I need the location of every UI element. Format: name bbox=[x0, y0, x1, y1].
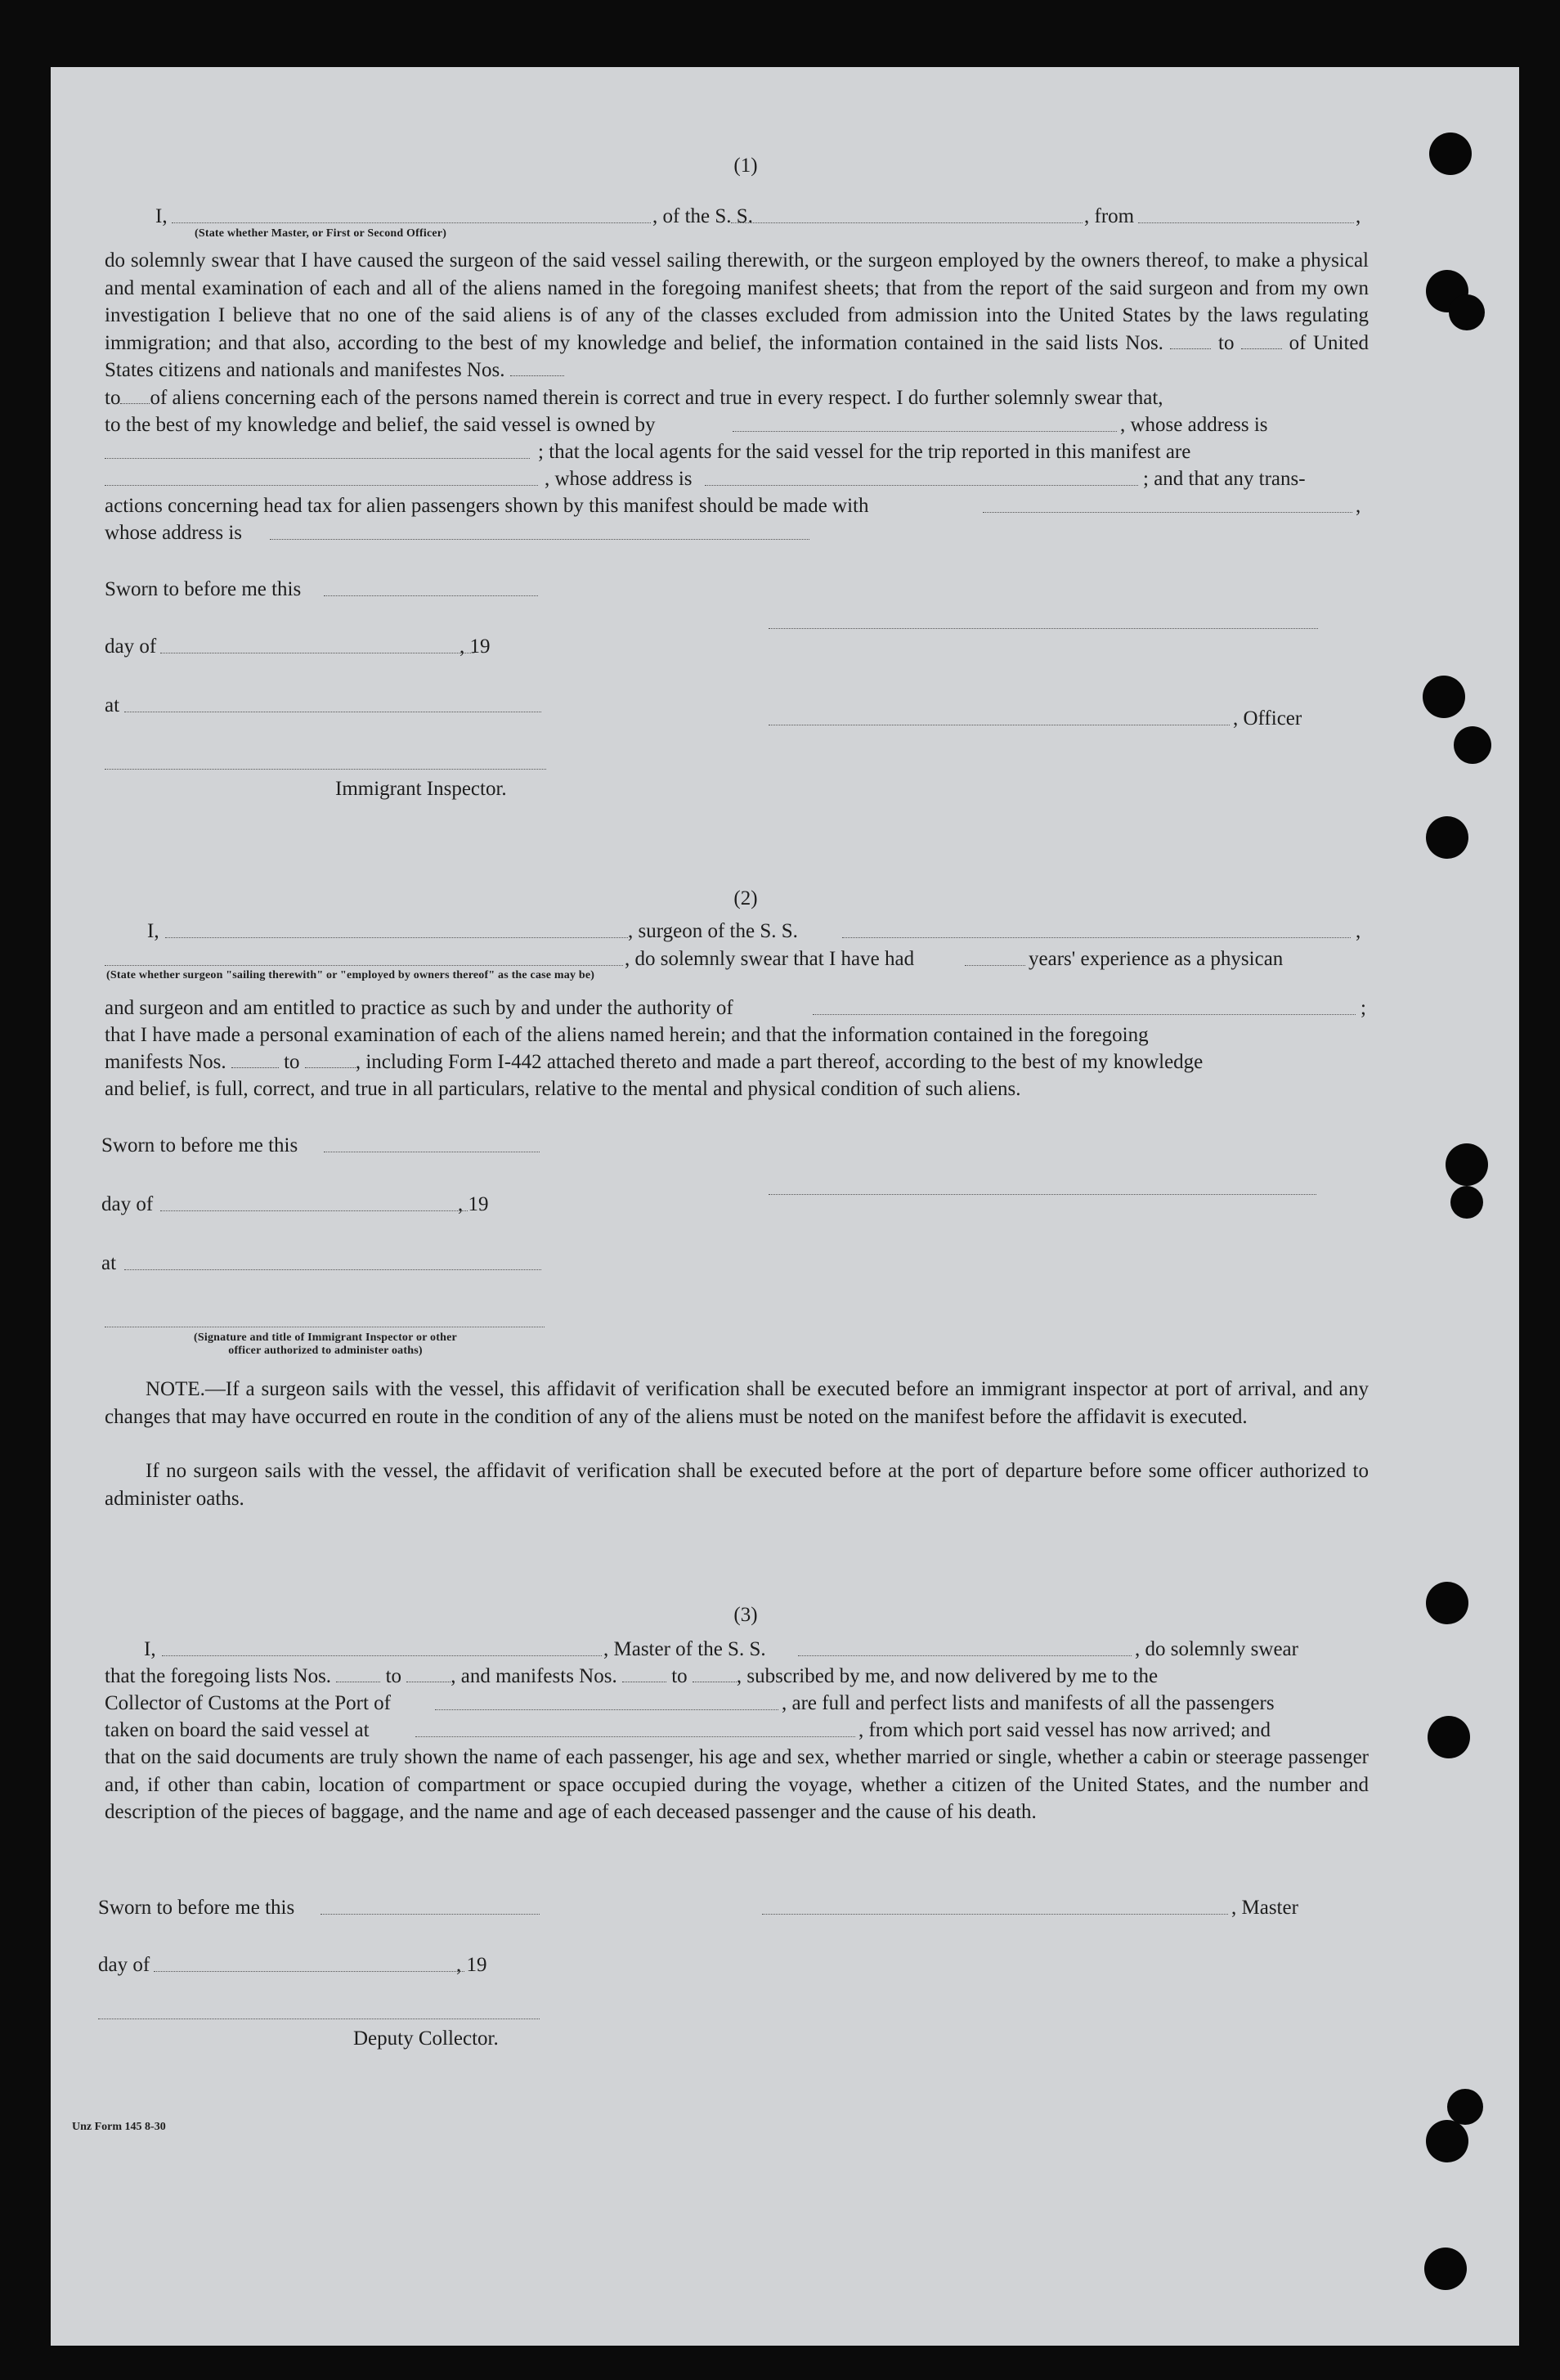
s1-year-label: , 19 bbox=[459, 635, 491, 658]
s2-years-field bbox=[965, 965, 1025, 966]
s2-line5: that I have made a personal examination of each of the aliens named herein; and that the information contained in the foregoing bbox=[105, 1024, 1149, 1046]
s3-arrived-label: , from which port said vessel has now arrived; and bbox=[858, 1719, 1271, 1741]
s3-master-label: , Master of the S. S. bbox=[603, 1638, 766, 1660]
punch-hole bbox=[1428, 1716, 1470, 1758]
s1-at-label: at bbox=[105, 694, 120, 716]
s1-whose-address-label: , whose address is bbox=[1120, 414, 1268, 436]
punch-hole bbox=[1454, 726, 1491, 764]
section-2-number: (2) bbox=[733, 887, 758, 909]
s2-i-label: I, bbox=[147, 920, 159, 942]
section-3-number: (3) bbox=[733, 1604, 758, 1626]
s1-owned-by-label: to the best of my knowledge and belief, the said vessel is owned by bbox=[105, 414, 656, 436]
s3-year-label: , 19 bbox=[456, 1954, 487, 1976]
s1-inspector-label: Immigrant Inspector. bbox=[335, 778, 507, 800]
punch-hole bbox=[1449, 294, 1485, 330]
s2-comma: , bbox=[1356, 920, 1361, 942]
s1-whose-address-label-2: whose address is bbox=[105, 522, 243, 544]
s3-vessel-field bbox=[798, 1655, 1132, 1656]
s2-day-field bbox=[160, 1210, 468, 1211]
s1-of-ss-label: , of the S. S. bbox=[652, 205, 753, 227]
punch-hole bbox=[1423, 676, 1465, 718]
s1-head-tax-field bbox=[983, 512, 1352, 513]
punch-hole bbox=[1429, 132, 1472, 175]
s3-departure-port-field bbox=[415, 1736, 855, 1737]
punch-hole bbox=[1424, 2248, 1467, 2290]
s3-sworn-label: Sworn to before me this bbox=[98, 1897, 295, 1919]
s2-surgeon-signature-field bbox=[769, 1194, 1316, 1195]
section-1-number: (1) bbox=[733, 155, 758, 177]
s1-officer-label: , Officer bbox=[1233, 707, 1302, 730]
s2-semicolon: ; bbox=[1361, 997, 1366, 1019]
s3-documents-paragraph: that on the said documents are truly shown the name of each passenger, his age and sex, whether married or single, whether a cabin or steerage passenger and, if other than cabin, location of compartment or space occupied during the voyage, whether a citizen of the United States, and the number and description of the pieces of baggage, and the name and age of each deceased passenger and the cause of his death. bbox=[105, 1746, 1369, 1823]
s1-inspector-signature-field bbox=[105, 769, 546, 770]
s1-i-label: I, bbox=[155, 205, 168, 227]
s2-signature-note-1: (Signature and title of Immigrant Inspector or other bbox=[194, 1331, 457, 1344]
s2-swear-label: , do solemnly swear that I have had bbox=[625, 948, 915, 970]
s1-comma: , bbox=[1356, 205, 1361, 227]
s2-vessel-field bbox=[842, 937, 1351, 938]
s3-master-signature-label: , Master bbox=[1231, 1897, 1298, 1919]
s1-officer-note: (State whether Master, or First or Second Officer) bbox=[195, 227, 447, 240]
form-page bbox=[51, 67, 1519, 2346]
s2-years-label: years' experience as a physican bbox=[1029, 948, 1284, 970]
s1-from-label: , from bbox=[1084, 205, 1135, 227]
punch-hole bbox=[1426, 816, 1468, 859]
s3-collector-port-label: Collector of Customs at the Port of bbox=[105, 1692, 391, 1714]
s3-taken-on-board-label: taken on board the said vessel at bbox=[105, 1719, 370, 1741]
punch-hole bbox=[1426, 1582, 1468, 1624]
s3-i-label: I, bbox=[144, 1638, 156, 1660]
s2-sworn-label: Sworn to before me this bbox=[101, 1134, 298, 1156]
s2-authority-label: and surgeon and am entitled to practice as such by and under the authority of bbox=[105, 997, 733, 1019]
s1-agents-address-label: , whose address is bbox=[545, 468, 693, 490]
s2-year-label: , 19 bbox=[458, 1193, 489, 1215]
s1-transactions-label: ; and that any trans- bbox=[1143, 468, 1306, 490]
s3-line2: that the foregoing lists Nos. to , and manifests Nos. to , subscribed by me, and now delivered by me to the bbox=[105, 1665, 1159, 1687]
s3-master-name-field bbox=[162, 1655, 602, 1656]
s1-comma-2: , bbox=[1356, 495, 1361, 517]
s1-day-of-label: day of bbox=[105, 635, 157, 658]
s3-swear-label: , do solemnly swear bbox=[1135, 1638, 1298, 1660]
s1-head-tax-label: actions concerning head tax for alien passengers shown by this manifest should be made with bbox=[105, 495, 869, 517]
s2-note-paragraph-2: If no surgeon sails with the vessel, the affidavit of verification shall be executed before at the port of departure before some officer authorized to administer oaths. bbox=[105, 1460, 1369, 1510]
s2-capacity-note: (State whether surgeon "sailing therewith" or "employed by owners thereof" as the case may be) bbox=[106, 969, 595, 981]
punch-hole bbox=[1426, 2120, 1468, 2162]
s2-at-field bbox=[124, 1269, 541, 1270]
s1-line7: to of aliens concerning each of the persons named therein is correct and true in every respect. I do further solemnly swear that, bbox=[105, 387, 1163, 409]
s3-port-field bbox=[435, 1709, 778, 1710]
s2-line7: and belief, is full, correct, and true in all particulars, relative to the mental and physical condition of such aliens. bbox=[105, 1078, 1021, 1100]
punch-hole bbox=[1447, 2089, 1483, 2125]
s2-surgeon-label: , surgeon of the S. S. bbox=[628, 920, 798, 942]
s1-to-label: to bbox=[1218, 331, 1235, 354]
s1-sworn-field bbox=[324, 595, 538, 596]
s2-surgeon-name-field bbox=[165, 937, 628, 938]
s1-oath-paragraph bbox=[105, 247, 1369, 384]
s2-day-of-label: day of bbox=[101, 1193, 154, 1215]
s1-agents-address-field bbox=[705, 485, 1138, 486]
s2-at-label: at bbox=[101, 1252, 117, 1274]
s1-oath-text: do solemnly swear that I have caused the surgeon of the said vessel sailing therewith, or the surgeon employed by the owners thereof, to make a physical and mental examination of each and all of the aliens named in the foregoing manifest sheets; that from the report of the said surgeon and from my own investigation I believe that no one of the said aliens is of any of the classes excluded from admission into the United States by the laws regulating immigration; and that also, according to the best of my knowledge and belief, the information contained in the said lists Nos. bbox=[105, 249, 1369, 354]
s3-master-signature-field bbox=[762, 1914, 1228, 1915]
s1-owner-address-field bbox=[105, 458, 530, 459]
form-number: Unz Form 145 8-30 bbox=[72, 2121, 166, 2133]
s1-sworn-label: Sworn to before me this bbox=[105, 578, 302, 600]
s3-day-field bbox=[154, 1971, 464, 1972]
s3-day-of-label: day of bbox=[98, 1954, 150, 1976]
s2-capacity-field bbox=[105, 965, 623, 966]
s3-lists-label: , are full and perfect lists and manifests of all the passengers bbox=[782, 1692, 1275, 1714]
s3-sworn-field bbox=[321, 1914, 540, 1915]
s2-signature-note-2: officer authorized to administer oaths) bbox=[228, 1345, 423, 1357]
s1-officer-name-field bbox=[172, 222, 651, 223]
punch-hole bbox=[1450, 1186, 1483, 1219]
s1-vessel-name-field bbox=[731, 222, 1083, 223]
s2-authority-field bbox=[813, 1014, 1356, 1015]
s1-officer-signature-field bbox=[769, 628, 1318, 629]
punch-hole bbox=[1446, 1143, 1488, 1186]
s2-note-paragraph-1: NOTE.—If a surgeon sails with the vessel, this affidavit of verification shall be executed before an immigrant inspector at port of arrival, and any changes that may have occurred en route in the condition of any of the aliens must be noted on the manifest before the affidavit is executed. bbox=[105, 1378, 1369, 1428]
s1-from-port-field bbox=[1138, 222, 1354, 223]
s3-collector-label: Deputy Collector. bbox=[353, 2027, 499, 2050]
s1-local-agents-label: ; that the local agents for the said vessel for the trip reported in this manifest are bbox=[538, 441, 1191, 463]
s1-citizens-text: of United States citizens and nationals and manifestes Nos. bbox=[105, 331, 1369, 381]
s1-agents-field bbox=[105, 485, 538, 486]
s2-line6: manifests Nos. to , including Form I-442 attached thereto and made a part thereof, according to the best of my knowledge bbox=[105, 1051, 1204, 1073]
s1-head-tax-address-field bbox=[270, 539, 809, 540]
s1-owner-field bbox=[733, 431, 1117, 432]
